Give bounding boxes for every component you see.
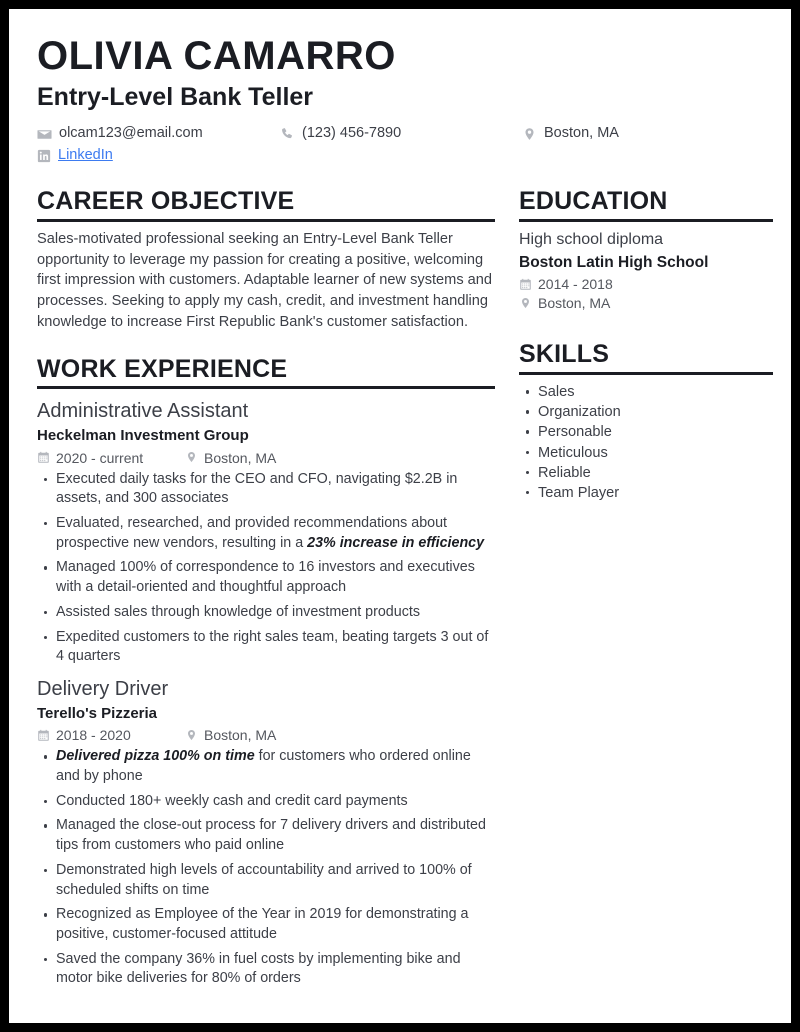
resume-page	[9, 9, 791, 1023]
education-school: Boston Latin High School	[519, 253, 709, 271]
contact-email[interactable]	[37, 123, 280, 145]
contact-phone-text: (123) 456-7890	[302, 125, 402, 142]
contact-phone[interactable]	[280, 123, 522, 145]
job-meta	[37, 450, 495, 466]
job-bullet-list	[37, 470, 495, 667]
job-bullet: Managed the close-out process for 7 delivery drivers and distributed tips from customers who paid online	[37, 816, 495, 855]
job-dates-text: 2018 - 2020	[56, 727, 131, 744]
left-column	[37, 187, 495, 989]
skills-list	[519, 382, 773, 503]
contact-location-text: Boston, MA	[544, 125, 619, 142]
job-bullet: Executed daily tasks for the CEO and CFO, navigating $2.2B in assets, and 300 associates	[37, 470, 495, 509]
location-pin-icon	[519, 297, 532, 310]
linkedin-icon	[37, 149, 51, 163]
job-list	[37, 398, 495, 989]
candidate-name: OLIVIA CAMARRO	[37, 34, 396, 78]
education-dates	[519, 276, 773, 292]
job-location-text: Boston, MA	[204, 449, 277, 466]
job-company: Terello's Pizzeria	[37, 705, 158, 722]
contact-line-1	[37, 123, 763, 145]
education-location	[519, 295, 773, 311]
education-heading: EDUCATION	[519, 187, 668, 216]
job-bullet: Evaluated, researched, and provided recommendations about prospective new vendors, resulting in a 23% increase in efficiency	[37, 514, 495, 553]
job-meta	[37, 727, 495, 743]
section-divider	[519, 372, 773, 375]
section-divider	[37, 386, 495, 389]
skill-item: Reliable	[519, 463, 773, 483]
career-objective-heading: CAREER OBJECTIVE	[37, 187, 295, 216]
location-pin-icon	[522, 127, 537, 142]
section-career-objective	[37, 187, 495, 332]
calendar-icon	[519, 278, 532, 291]
job-bullet: Recognized as Employee of the Year in 2019 for demonstrating a positive, customer-focused attitude	[37, 905, 495, 944]
career-objective-text: Sales-motivated professional seeking an Entry-Level Bank Teller opportunity to leverage my passion for creating a positive, welcoming first impression with customers. Adaptable learner of new systems and processes. Seeking to apply my cash, credit, and investment handling knowledge to increase First Republic Bank's customer satisfaction.	[37, 230, 493, 330]
job-dates-text: 2020 - current	[56, 449, 144, 466]
job-bullet: Managed 100% of correspondence to 16 investors and executives with a detail-oriented and thoughtful approach	[37, 558, 495, 597]
job-dates	[37, 450, 185, 466]
job-bullet: Saved the company 36% in fuel costs by implementing bike and motor bike deliveries for 80% of orders	[37, 950, 495, 989]
calendar-icon	[37, 729, 50, 742]
skill-item: Personable	[519, 422, 773, 442]
right-column	[519, 187, 773, 989]
job-company: Heckelman Investment Group	[37, 427, 249, 445]
job-bullet-list	[37, 747, 495, 989]
contact-location	[522, 123, 619, 145]
job-bullet: Conducted 180+ weekly cash and credit card payments	[37, 792, 495, 812]
location-pin-icon	[185, 729, 198, 742]
education-dates-text: 2014 - 2018	[538, 276, 613, 293]
job-bullet: Delivered pizza 100% on time for customers who ordered online and by phone	[37, 747, 495, 786]
bullet-emphasis: Delivered pizza 100% on time	[56, 748, 255, 765]
section-work-experience	[37, 355, 495, 990]
contact-linkedin-text[interactable]: LinkedIn	[58, 147, 113, 164]
job-bullet: Assisted sales through knowledge of investment products	[37, 603, 495, 623]
job-location	[185, 727, 276, 743]
section-divider	[37, 219, 495, 222]
skill-item: Sales	[519, 382, 773, 402]
job-bullet: Demonstrated high levels of accountability and arrived to 100% of scheduled shifts on time	[37, 861, 495, 900]
calendar-icon	[37, 451, 50, 464]
section-divider	[519, 219, 773, 222]
bullet-emphasis: 23% increase in efficiency	[307, 534, 485, 551]
job-title: Administrative Assistant	[37, 400, 249, 423]
phone-icon	[280, 127, 295, 142]
contact-email-text: olcam123@email.com	[59, 125, 203, 142]
skill-item: Organization	[519, 402, 773, 422]
location-pin-icon	[185, 451, 198, 464]
section-education	[519, 187, 773, 311]
contact-block	[37, 123, 763, 167]
job-dates	[37, 727, 185, 743]
column-gap	[495, 187, 519, 989]
contact-linkedin[interactable]	[37, 145, 280, 167]
skills-heading: SKILLS	[519, 340, 610, 369]
job-location	[185, 450, 276, 466]
resume-body	[37, 187, 763, 989]
education-degree: High school diploma	[519, 230, 664, 248]
section-skills	[519, 340, 773, 503]
education-location-text: Boston, MA	[538, 295, 611, 312]
work-experience-heading: WORK EXPERIENCE	[37, 354, 288, 383]
job-bullet: Expedited customers to the right sales team, beating targets 3 out of 4 quarters	[37, 628, 495, 667]
job-entry	[37, 676, 495, 989]
job-entry	[37, 398, 495, 667]
skill-item: Team Player	[519, 483, 773, 503]
skill-item: Meticulous	[519, 443, 773, 463]
job-location-text: Boston, MA	[204, 727, 277, 744]
job-title: Delivery Driver	[37, 678, 169, 700]
envelope-icon	[37, 127, 52, 142]
candidate-headline: Entry-Level Bank Teller	[37, 83, 314, 112]
contact-line-2	[37, 145, 763, 167]
resume-header	[37, 35, 763, 167]
